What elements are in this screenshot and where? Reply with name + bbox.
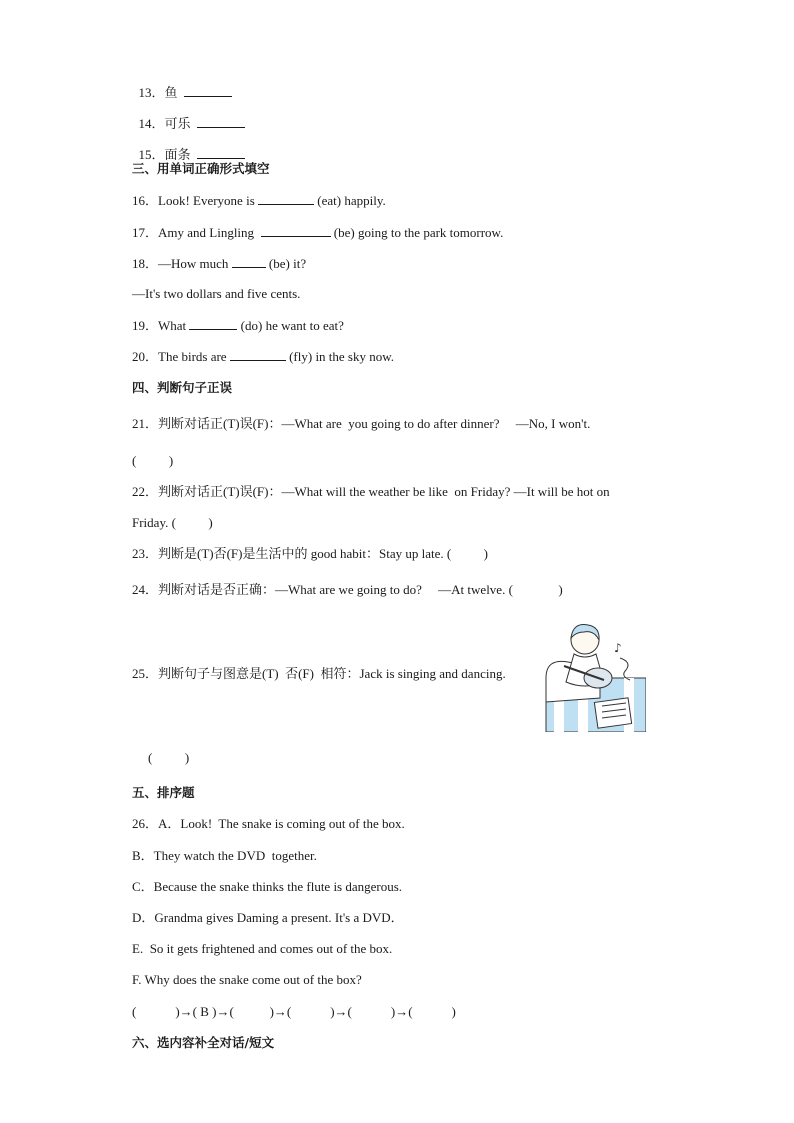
- question-24: 24．判断对话是否正确：—What are we going to do? —At twelve. ( ): [132, 582, 563, 597]
- section-heading-6: 六、选内容补全对话/短文: [132, 1035, 275, 1050]
- answer-paren[interactable]: ( ): [148, 750, 190, 765]
- section-heading-3: 三、用单词正确形式填空: [132, 161, 270, 176]
- answer-blank[interactable]: [232, 255, 266, 268]
- question-17: 17．Amy and Lingling (be) going to the park tomorrow.: [132, 225, 504, 240]
- answer-blank[interactable]: [258, 192, 314, 205]
- option-e: E. So it gets frightened and comes out of the box.: [132, 941, 393, 956]
- answer-paren[interactable]: ( ): [132, 453, 174, 468]
- question-13: 13．鱼: [132, 68, 232, 101]
- question-22: 22．判断对话正(T)误(F)：—What will the weather be like on Friday? —It will be hot on: [132, 484, 610, 499]
- question-19: 19．What (do) he want to eat?: [132, 318, 344, 333]
- answer-blank[interactable]: [189, 317, 237, 330]
- question-18-reply: —It's two dollars and five cents.: [132, 286, 301, 301]
- option-d: D．Grandma gives Daming a present. It's a DVD．: [132, 910, 404, 925]
- question-14: 14．可乐: [132, 99, 245, 132]
- svg-text:♪: ♪: [614, 641, 622, 655]
- question-15: 15．面条: [132, 130, 245, 163]
- answer-blank[interactable]: [184, 84, 232, 97]
- option-c: C．Because the snake thinks the flute is dangerous.: [132, 879, 403, 894]
- section-heading-4: 四、判断句子正误: [132, 380, 233, 395]
- question-18: 18．—How much (be) it?: [132, 256, 307, 271]
- boy-playing-guitar-illustration: [540, 618, 646, 732]
- question-20: 20．The birds are (fly) in the sky now.: [132, 349, 395, 364]
- option-f: F. Why does the snake come out of the box?: [132, 972, 362, 987]
- question-21: 21．判断对话正(T)误(F)：—What are you going to do after dinner? —No, I won't.: [132, 416, 591, 431]
- section-heading-5: 五、排序题: [132, 785, 195, 800]
- answer-blank[interactable]: [197, 115, 245, 128]
- option-a: 26．A．Look! The snake is coming out of the box.: [132, 816, 405, 831]
- answer-blank[interactable]: [197, 146, 245, 159]
- ordering-answer[interactable]: ( )→( B )→( )→( )→( )→( ): [132, 1004, 456, 1019]
- option-b: B．They watch the DVD together.: [132, 848, 317, 863]
- answer-blank[interactable]: [261, 224, 331, 237]
- question-23: 23．判断是(T)否(F)是生活中的 good habit：Stay up late. ( ): [132, 546, 489, 561]
- question-22-cont: Friday. ( ): [132, 515, 213, 530]
- question-16: 16．Look! Everyone is (eat) happily.: [132, 193, 386, 208]
- answer-blank[interactable]: [230, 348, 286, 361]
- question-25: 25．判断句子与图意是(T) 否(F) 相符：Jack is singing and dancing.: [132, 666, 506, 681]
